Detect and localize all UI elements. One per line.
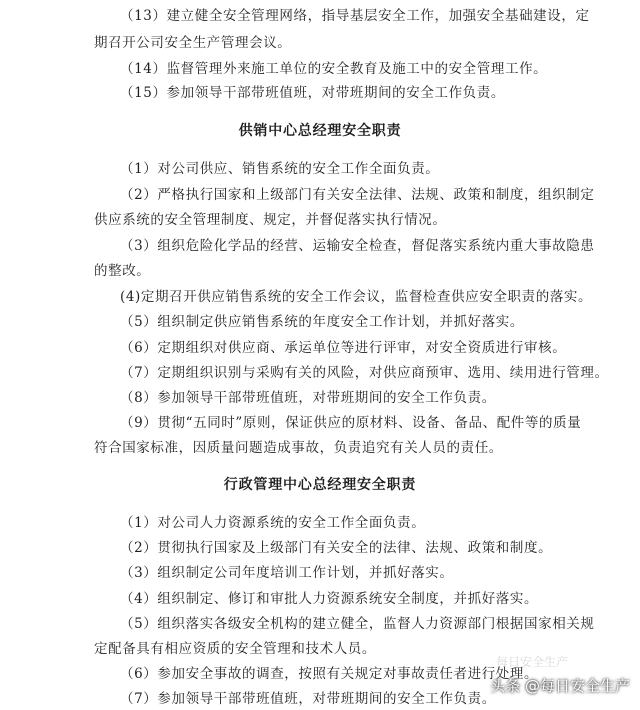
admin-item-2: （2）贯彻执行国家及上级部门有关安全的法律、法规、政策和制度。: [120, 540, 553, 556]
admin-item-3: （3）组织制定公司年度培训工作计划，并抓好落实。: [120, 565, 454, 581]
supply-item-4: (4)定期召开供应销售系统的安全工作会议，监督检查供应安全职责的落实。: [120, 289, 593, 305]
admin-item-5-line1: （5）组织落实各级安全机构的建立健全，监督人力资源部门根据国家相关规: [120, 616, 595, 632]
section-heading-supply: 供销中心总经理安全职责: [238, 123, 402, 139]
admin-item-5-line2: 定配备具有相应资质的安全管理和技术人员。: [94, 641, 376, 657]
supply-item-8: （8）参加领导干部带班值班，对带班期间的安全工作负责。: [120, 390, 496, 406]
item-13-line2: 期召开公司安全生产管理会议。: [94, 35, 292, 51]
supply-item-2-line2: 供应系统的安全管理制度、规定，并督促落实执行情况。: [94, 212, 447, 228]
toutiao-watermark: 头条 @每日安全生产: [490, 677, 630, 695]
supply-item-7: （7）定期组织识别与采购有关的风险，对供应商预审、选用、续用进行管理。: [120, 365, 609, 381]
item-14: （14）监督管理外来施工单位的安全教育及施工中的安全管理工作。: [120, 61, 548, 77]
faint-watermark: 每日安全生产: [495, 655, 568, 669]
supply-item-1: （1）对公司供应、销售系统的安全工作全面负责。: [120, 161, 440, 177]
supply-item-9-line1: （9）贯彻“五同时”原则，保证供应的原材料、设备、备品、配件等的质量: [120, 415, 582, 431]
admin-item-7: （7）参加领导干部带班值班，对带班期间的安全工作负责。: [120, 691, 496, 707]
item-15: （15）参加领导干部带班值班，对带班期间的安全工作负责。: [120, 85, 505, 101]
supply-item-3-line1: （3）组织危险化学品的经营、运输安全检查，督促落实系统内重大事故隐患: [120, 238, 595, 254]
supply-item-6: （6）定期组织对供应商、承运单位等进行评审，对安全资质进行审核。: [120, 340, 567, 356]
supply-item-3-line2: 的整改。: [94, 263, 151, 279]
admin-item-4: （4）组织制定、修订和审批人力资源系统安全制度，并抓好落实。: [120, 591, 539, 607]
item-13-line1: （13）建立健全安全管理网络，指导基层安全工作，加强安全基础建设，定: [120, 8, 590, 24]
admin-item-1: （1）对公司人力资源系统的安全工作全面负责。: [120, 515, 426, 531]
supply-item-9-line2: 符合国家标准，因质量问题造成事故，负责追究有关人员的责任。: [94, 440, 503, 456]
admin-item-6: （6）参加安全事故的调查，按照有关规定对事故责任者进行处理。: [120, 666, 539, 682]
supply-item-2-line1: （2）严格执行国家和上级部门有关安全法律、法规、政策和制度，组织制定: [120, 187, 595, 203]
section-heading-admin: 行政管理中心总经理安全职责: [223, 477, 417, 493]
supply-item-5: （5）组织制定供应销售系统的年度安全工作计划，并抓好落实。: [120, 314, 524, 330]
